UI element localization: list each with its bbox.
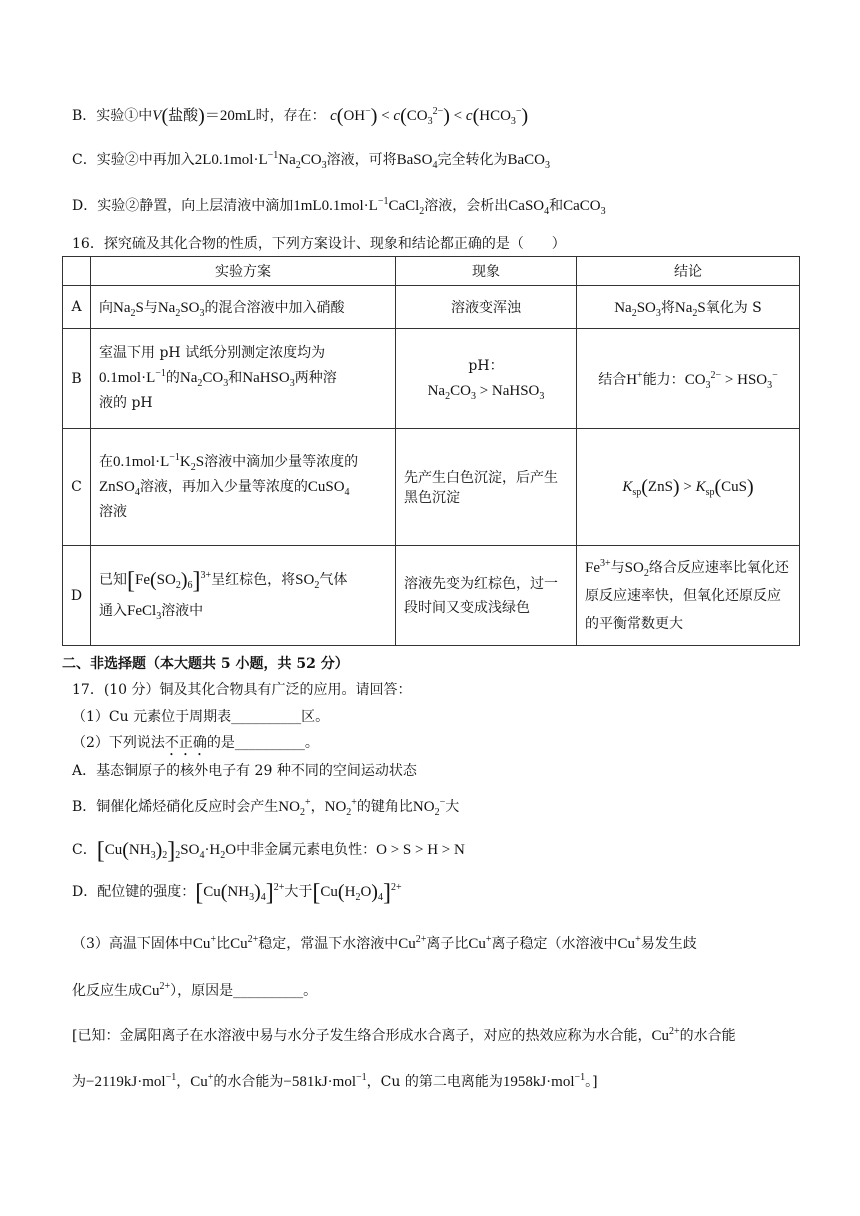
- conclusion-d: $Fe^{3+}$与$SO_2$络合反应速率比氧化还原反应速率快，但氧化还原反应的平衡常数更大: [577, 546, 800, 646]
- option-b: B．实验①中V(盐酸)＝20mL时，存在： $c(OH^-) < c(CO_3^{2-}) < c(HCO_3^-)$: [72, 105, 529, 127]
- phenomenon-d: 溶液先变为红棕色，过一段时间又变成浅绿色: [396, 546, 577, 646]
- plan-b: 室温下用 pH 试纸分别测定浓度均为 $0.1mol\cdot L^{-1}$的$Na_2CO_3$和NaHSO$_3$两种溶 液的 pH: [91, 329, 396, 429]
- conclusion-c: $K_{sp}(ZnS) > K_{sp}(CuS)$: [577, 429, 800, 546]
- conclusion-a: $Na_2SO_3$将$Na_2S$氧化为 S: [577, 286, 800, 329]
- q17-part-2: （2）下列说法不正确的是__________。: [72, 735, 319, 751]
- phenomenon-a: 溶液变浑浊: [396, 286, 577, 329]
- q17-option-a: A．基态铜原子的核外电子有 29 种不同的空间运动状态: [72, 763, 417, 779]
- plan-c: 在$0.1mol\cdot L^{-1}K_2S$溶液中滴加少量等浓度的 ZnSO$_4$溶液，再加入少量等浓度的CuSO$_4$ 溶液: [91, 429, 396, 546]
- header-plan: 实验方案: [91, 257, 396, 286]
- emphasized-text: 不正确: [164, 735, 207, 751]
- table-header-row: [63, 257, 800, 286]
- phenomenon-b: pH： $Na_2CO_3$ > NaHSO$_3$: [396, 329, 577, 429]
- question-16-stem: 16．探究硫及其化合物的性质，下列方案设计、现象和结论都正确的是（ ）: [72, 236, 566, 252]
- known-data-line1: [已知：金属阳离子在水溶液中易与水分子发生络合形成水合离子，对应的热效应称为水合能，$Cu^{2+}$的水合能: [72, 1026, 736, 1044]
- row-label: D: [63, 546, 91, 646]
- section-title: 二、非选择题（本大题共 5 小题，共 52 分）: [62, 656, 349, 672]
- row-label: A: [63, 286, 91, 329]
- header-phenomenon: 现象: [396, 257, 577, 286]
- header-conclusion: 结论: [577, 257, 800, 286]
- conclusion-b: 结合H+能力：$CO_3^{2-} > HSO_3^-$: [577, 329, 800, 429]
- row-label: B: [63, 329, 91, 429]
- option-c: C．实验②中再加入$2L0.1mol\cdot L^{-1}Na_2CO_3$溶液，可将BaSO$_4$完全转化为BaCO$_3$: [72, 150, 550, 171]
- table-row: [63, 286, 800, 329]
- q17-option-c: C．$[Cu(NH_3)_2]_2SO_4\cdot H_2O$中非金属元素电负性：O > S > H > N: [72, 838, 465, 864]
- table-row: [63, 329, 800, 429]
- table-row: [63, 429, 800, 546]
- q17-option-d: D．配位键的强度：$[Cu(NH_3)_4]^{2+}$大于$[Cu(H_2O)_4]^{2+}$: [72, 880, 402, 906]
- q17-part-3-line1: （3）高温下固体中Cu+比$Cu^{2+}$稳定，常温下水溶液中$Cu^{2+}$离子比Cu+离子稳定（水溶液中Cu+易发生歧: [72, 934, 697, 952]
- option-d: D．实验②静置，向上层清液中滴加$1mL0.1mol\cdot L^{-1}CaCl_2$溶液，会析出CaSO$_4$和CaCO$_3$: [72, 196, 606, 217]
- experiment-table: [62, 256, 800, 646]
- plan-a: 向$Na_2S$与$Na_2SO_3$的混合溶液中加入硝酸: [91, 286, 396, 329]
- q17-option-b: B．铜催化烯烃硝化反应时会产生$NO_2^+$，$NO_2^+$的键角比$NO_2^-$大: [72, 797, 460, 818]
- q17-part-1: （1）Cu 元素位于周期表__________区。: [72, 709, 330, 725]
- row-label: C: [63, 429, 91, 546]
- q17-part-3-line2: 化反应生成$Cu^{2+}$），原因是__________。: [72, 981, 318, 999]
- table-row: [63, 546, 800, 646]
- question-17-stem: 17．(10 分）铜及其化合物具有广泛的应用。请回答：: [72, 682, 412, 698]
- ion-inequality: $c(OH^-) < c(CO_3^{2-}) < c(HCO_3^-)$: [330, 105, 529, 127]
- plan-d: 已知$[Fe(SO_2)_6]^{3+}$呈红棕色，将$SO_2$气体 通入FeCl$_3$溶液中: [91, 546, 396, 646]
- phenomenon-c: 先产生白色沉淀，后产生黑色沉淀: [396, 429, 577, 546]
- known-data-line2: 为−2119kJ·mol$^{-1}$，Cu+的水合能为−581kJ·mol$^{-1}$，Cu 的第二电离能为1958kJ·mol$^{-1}$。]: [72, 1072, 598, 1090]
